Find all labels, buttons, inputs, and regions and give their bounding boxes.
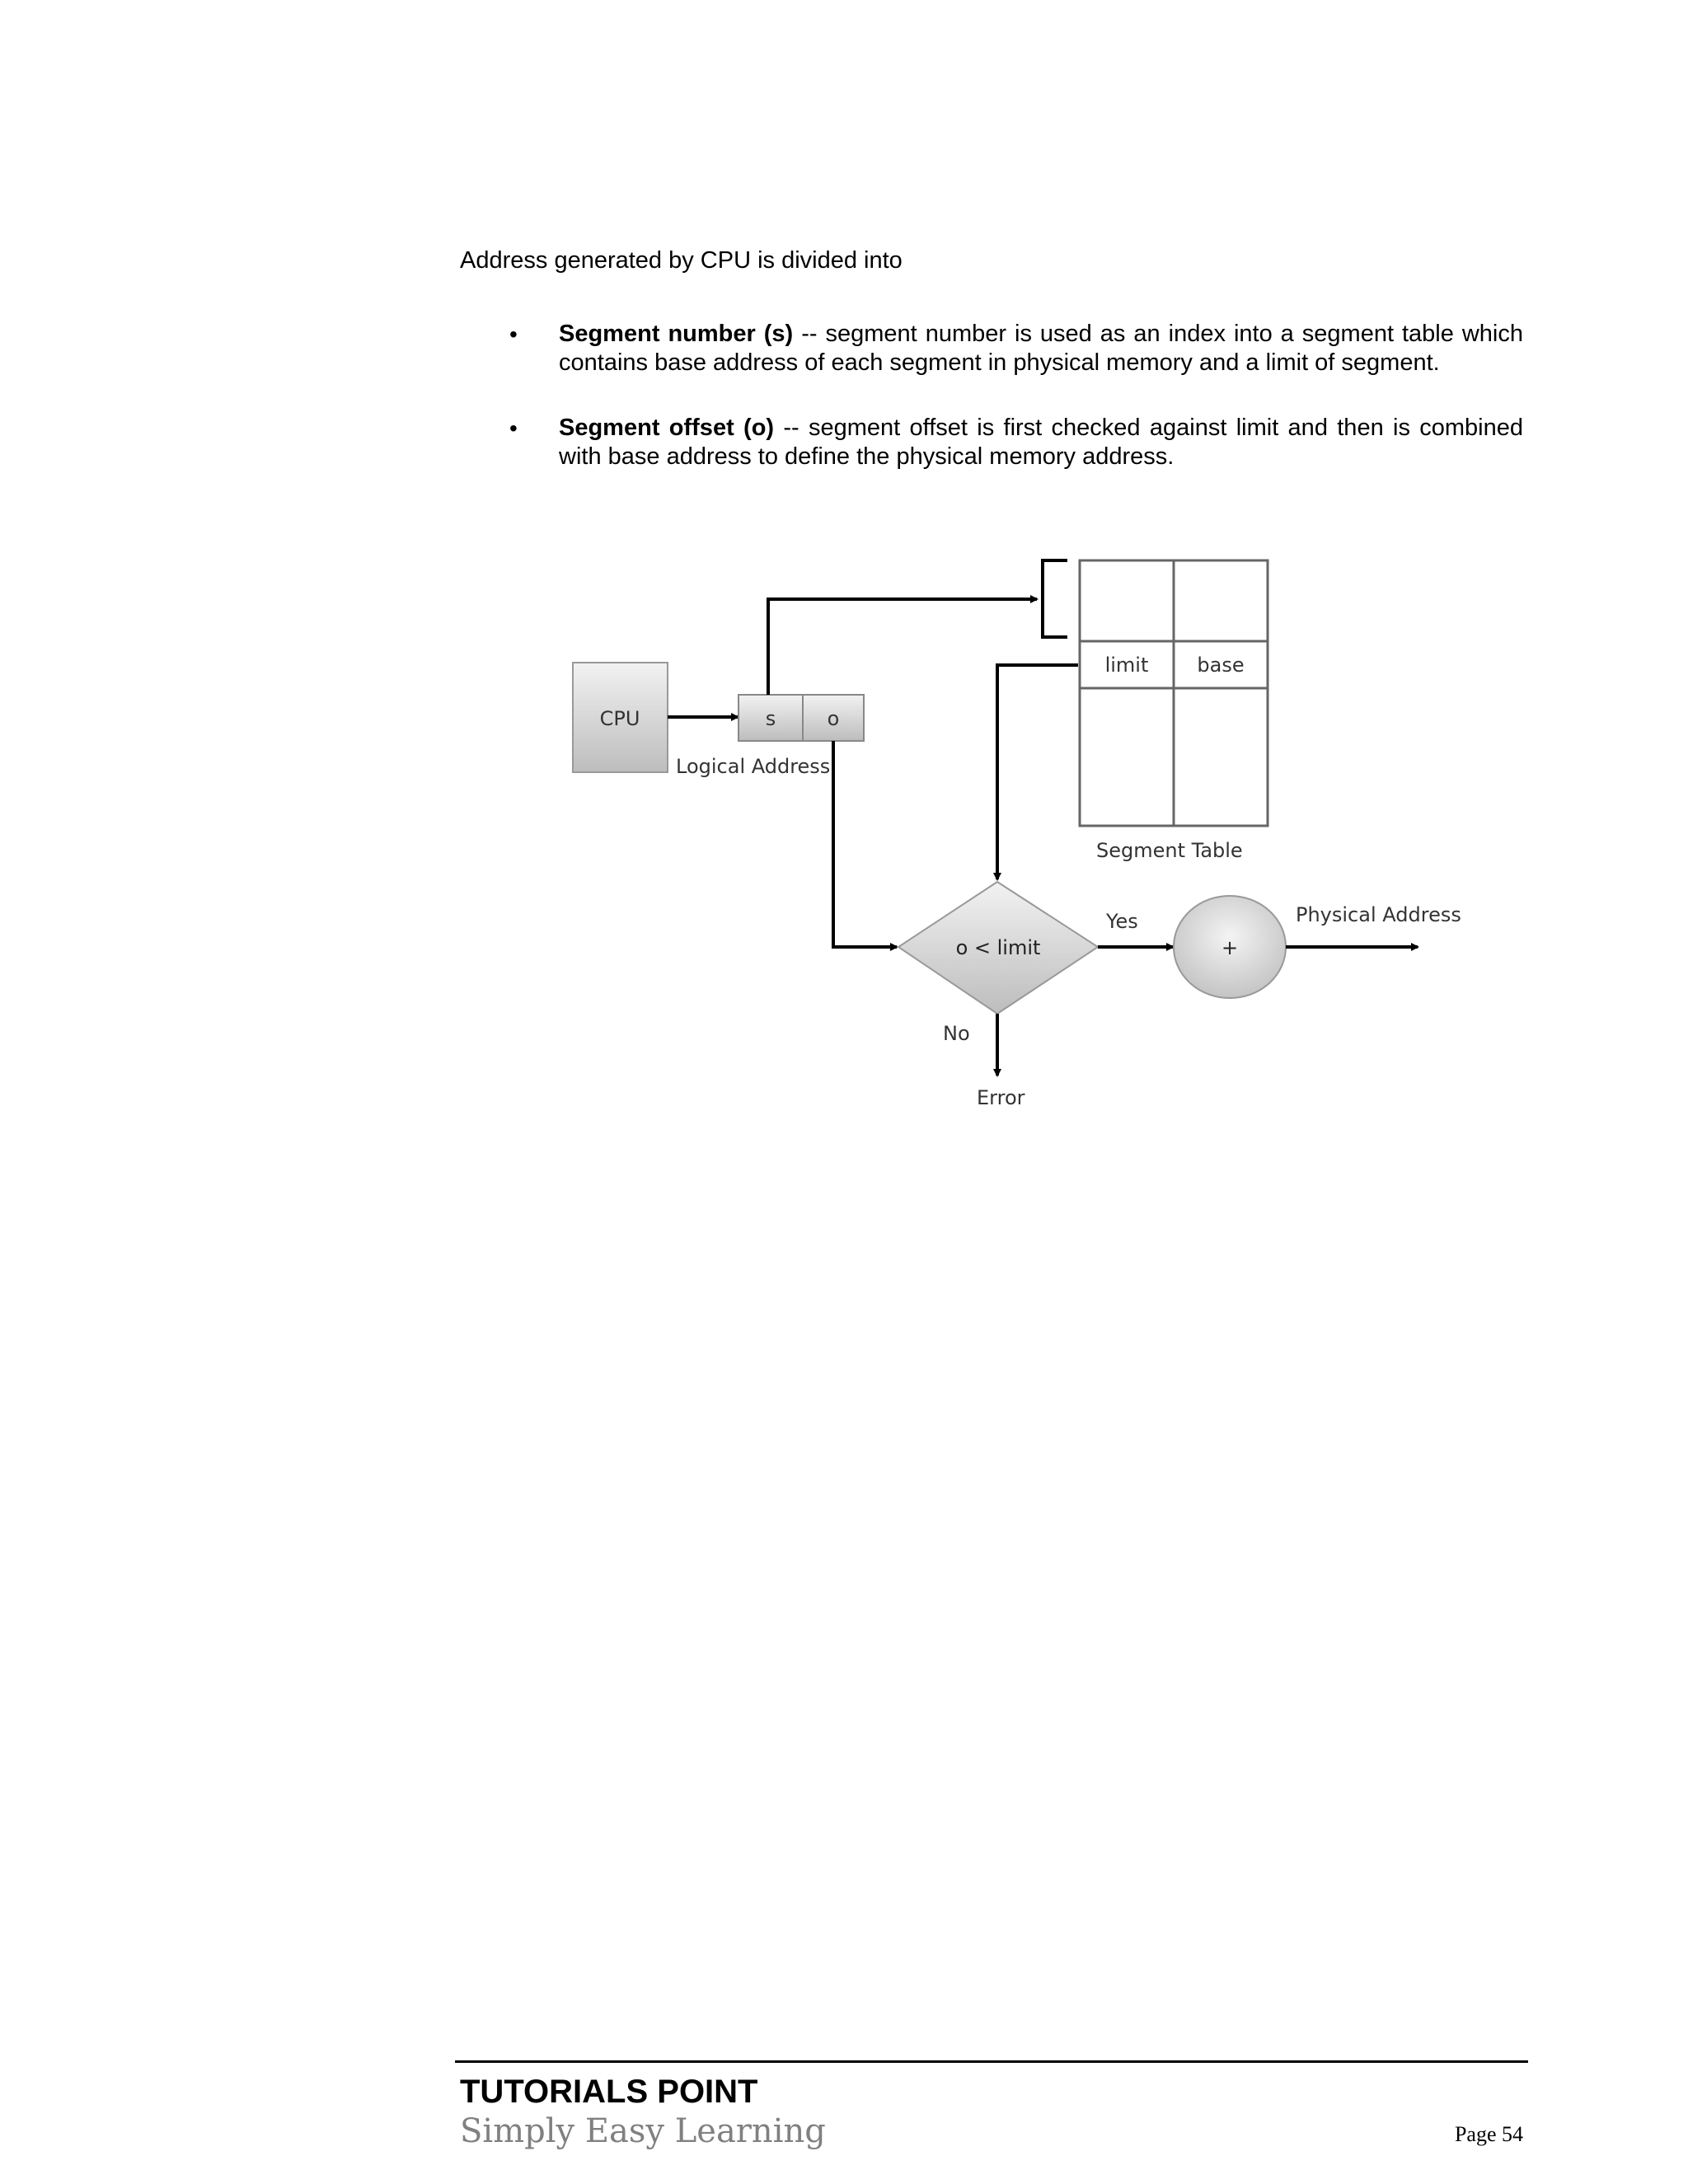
footer-brand: TUTORIALS POINT [460, 2074, 758, 2110]
compare-label: o < limit [955, 936, 1041, 959]
bullet-dot: • [509, 321, 518, 347]
bullet-text: -- segment offset is first checked against limit and then is combined with base address to define the physical memory address. [559, 415, 1524, 470]
cpu-label: CPU [599, 707, 640, 730]
bullet-text: -- segment number is used as an index into a segment table which contains base address of each segment in physical memory and a limit of segment. [559, 321, 1523, 376]
s-label: s [765, 707, 776, 730]
footer-rule [455, 2060, 1528, 2063]
base-label: base [1197, 654, 1245, 677]
limit-label: limit [1104, 654, 1149, 677]
segment-table-label: Segment Table [1096, 839, 1243, 862]
bullet-dot: • [509, 415, 518, 441]
plus-label: + [1221, 936, 1239, 959]
logical-address-label: Logical Address [676, 755, 831, 778]
physical-address-label: Physical Address [1296, 903, 1461, 926]
arrow-limit-to-compare [997, 665, 1078, 879]
intro-paragraph: Address generated by CPU is divided into [460, 247, 903, 274]
table-bracket [1043, 560, 1067, 637]
yes-label: Yes [1106, 910, 1138, 933]
o-label: o [827, 707, 840, 730]
bullet-segment-offset [460, 414, 1523, 471]
bullet-term: Segment offset (o) [559, 415, 775, 441]
page-number: Page 54 [1454, 2122, 1523, 2146]
bullet-segment-number [460, 320, 1523, 377]
bullet-term: Segment number (s) [559, 321, 794, 347]
no-label: No [943, 1022, 970, 1045]
bullet-list [460, 320, 1523, 471]
segmentation-diagram [560, 552, 1467, 1121]
arrow-o-to-compare [833, 741, 897, 947]
error-label: Error [977, 1086, 1025, 1109]
footer-tagline: Simply Easy Learning [460, 2112, 826, 2150]
